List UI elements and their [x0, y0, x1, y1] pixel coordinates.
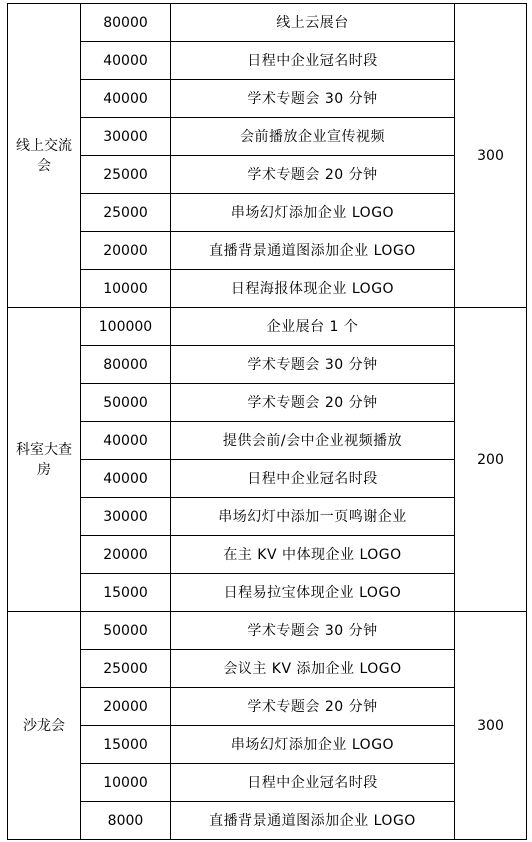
category-label: 线上交流会	[16, 137, 72, 174]
table-row	[8, 688, 527, 726]
amount-cell: 40000	[81, 80, 171, 118]
table-row	[8, 612, 527, 650]
category-cell	[8, 612, 81, 840]
amount-cell: 10000	[81, 270, 171, 308]
count-cell: 300	[455, 612, 527, 840]
sponsorship-item-cell: 学术专题会 20 分钟	[171, 156, 455, 194]
count-cell: 300	[455, 4, 527, 308]
amount-cell: 15000	[81, 726, 171, 764]
table-row	[8, 726, 527, 764]
amount-cell: 20000	[81, 536, 171, 574]
sponsorship-item-cell: 企业展台 1 个	[171, 308, 455, 346]
table-row	[8, 650, 527, 688]
sponsorship-item-cell: 学术专题会 20 分钟	[171, 688, 455, 726]
table-row	[8, 308, 527, 346]
table-row	[8, 346, 527, 384]
table-row	[8, 194, 527, 232]
amount-cell: 20000	[81, 232, 171, 270]
amount-cell: 80000	[81, 4, 171, 42]
table-row	[8, 80, 527, 118]
table-row	[8, 156, 527, 194]
table-row	[8, 4, 527, 42]
sponsorship-item-cell: 日程中企业冠名时段	[171, 764, 455, 802]
sponsorship-item-cell: 在主 KV 中体现企业 LOGO	[171, 536, 455, 574]
sponsorship-item-cell: 串场幻灯添加企业 LOGO	[171, 194, 455, 232]
amount-cell: 40000	[81, 422, 171, 460]
amount-cell: 25000	[81, 194, 171, 232]
table-row	[8, 422, 527, 460]
amount-cell: 30000	[81, 498, 171, 536]
table-row	[8, 764, 527, 802]
amount-cell: 40000	[81, 42, 171, 80]
sponsorship-item-cell: 日程海报体现企业 LOGO	[171, 270, 455, 308]
sponsorship-item-cell: 学术专题会 30 分钟	[171, 346, 455, 384]
table-row	[8, 384, 527, 422]
amount-cell: 50000	[81, 612, 171, 650]
category-cell	[8, 4, 81, 308]
amount-cell: 50000	[81, 384, 171, 422]
sponsorship-item-cell: 日程中企业冠名时段	[171, 460, 455, 498]
amount-cell: 10000	[81, 764, 171, 802]
amount-cell: 25000	[81, 156, 171, 194]
sponsorship-item-cell: 串场幻灯添加企业 LOGO	[171, 726, 455, 764]
category-label: 科室大查房	[16, 441, 72, 478]
sponsorship-item-cell: 直播背景通道图添加企业 LOGO	[171, 232, 455, 270]
table-row	[8, 270, 527, 308]
amount-cell: 8000	[81, 802, 171, 840]
table-row	[8, 802, 527, 840]
amount-cell: 40000	[81, 460, 171, 498]
table-row	[8, 232, 527, 270]
table-row	[8, 118, 527, 156]
sponsorship-item-cell: 直播背景通道图添加企业 LOGO	[171, 802, 455, 840]
sponsorship-item-cell: 提供会前/会中企业视频播放	[171, 422, 455, 460]
sponsorship-item-cell: 串场幻灯中添加一页鸣谢企业	[171, 498, 455, 536]
amount-cell: 30000	[81, 118, 171, 156]
amount-cell: 15000	[81, 574, 171, 612]
table-body	[8, 4, 527, 840]
table-row	[8, 574, 527, 612]
sponsorship-item-cell: 会议主 KV 添加企业 LOGO	[171, 650, 455, 688]
table-row	[8, 536, 527, 574]
amount-cell: 100000	[81, 308, 171, 346]
table-row	[8, 460, 527, 498]
amount-cell: 25000	[81, 650, 171, 688]
sponsorship-item-cell: 日程易拉宝体现企业 LOGO	[171, 574, 455, 612]
sponsorship-item-cell: 会前播放企业宣传视频	[171, 118, 455, 156]
sponsorship-item-cell: 学术专题会 30 分钟	[171, 612, 455, 650]
sponsorship-item-cell: 学术专题会 30 分钟	[171, 80, 455, 118]
sponsorship-item-cell: 学术专题会 20 分钟	[171, 384, 455, 422]
category-cell	[8, 308, 81, 612]
table-row	[8, 498, 527, 536]
category-label: 沙龙会	[23, 717, 65, 734]
sponsorship-table	[7, 3, 527, 840]
amount-cell: 20000	[81, 688, 171, 726]
amount-cell: 80000	[81, 346, 171, 384]
table-row	[8, 42, 527, 80]
sponsorship-item-cell: 日程中企业冠名时段	[171, 42, 455, 80]
count-cell: 200	[455, 308, 527, 612]
sponsorship-item-cell: 线上云展台	[171, 4, 455, 42]
